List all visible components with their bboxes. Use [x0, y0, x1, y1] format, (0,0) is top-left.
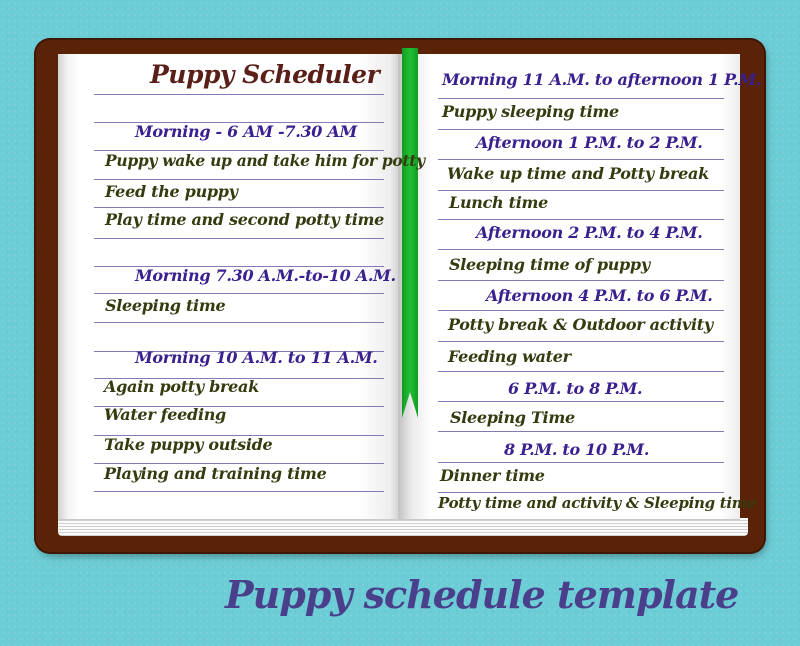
section-heading: Morning 10 A.M. to 11 A.M.: [135, 348, 378, 367]
section-heading: 6 P.M. to 8 P.M.: [508, 379, 643, 398]
section-heading: Morning - 6 AM -7.30 AM: [135, 122, 357, 141]
ruled-line: [94, 293, 384, 294]
schedule-item: Water feeding: [104, 405, 226, 424]
schedule-item: Take puppy outside: [104, 435, 273, 454]
schedule-item: Again potty break: [104, 377, 259, 396]
ruled-line: [438, 219, 724, 220]
ruled-line: [438, 341, 724, 342]
ruled-line: [438, 401, 724, 402]
schedule-item: Feed the puppy: [105, 182, 238, 201]
schedule-item: Playing and training time: [104, 464, 327, 483]
schedule-item: Potty time and activity & Sleeping time: [438, 494, 757, 512]
ruled-line: [438, 98, 724, 99]
ruled-line: [438, 280, 724, 281]
ruled-line: [438, 431, 724, 432]
page-title: Puppy Scheduler: [150, 60, 380, 89]
schedule-item: Puppy sleeping time: [442, 102, 619, 121]
section-heading: 8 P.M. to 10 P.M.: [504, 440, 650, 459]
ruled-line: [94, 238, 384, 239]
section-heading: Afternoon 2 P.M. to 4 P.M.: [476, 223, 703, 242]
ruled-line: [438, 129, 724, 130]
ruled-line: [438, 249, 724, 250]
schedule-item: Sleeping time of puppy: [449, 255, 650, 274]
section-heading: Afternoon 1 P.M. to 2 P.M.: [476, 133, 703, 152]
ruled-line: [438, 462, 724, 463]
schedule-item: Lunch time: [449, 193, 549, 212]
ruled-line: [94, 491, 384, 492]
section-heading: Afternoon 4 P.M. to 6 P.M.: [486, 286, 713, 305]
footer-title: Puppy schedule template: [225, 572, 739, 617]
schedule-item: Wake up time and Potty break: [447, 164, 709, 183]
section-heading: Morning 11 A.M. to afternoon 1 P.M.: [442, 70, 762, 89]
schedule-item: Puppy wake up and take him for potty: [105, 151, 425, 170]
section-heading: Morning 7.30 A.M.-to-10 A.M.: [135, 266, 396, 285]
ruled-line: [94, 94, 384, 95]
ruled-line: [94, 179, 384, 180]
schedule-item: Sleeping time: [105, 296, 226, 315]
page-stack-edge: [58, 518, 748, 536]
ruled-line: [438, 190, 724, 191]
ruled-line: [438, 310, 724, 311]
schedule-item: Feeding water: [448, 347, 571, 366]
ruled-line: [438, 371, 724, 372]
ruled-line: [438, 159, 724, 160]
schedule-item: Play time and second potty time: [105, 210, 385, 229]
ruled-line: [94, 207, 384, 208]
schedule-item: Dinner time: [440, 466, 545, 485]
ruled-line: [94, 322, 384, 323]
schedule-item: Potty break & Outdoor activity: [448, 315, 713, 334]
schedule-item: Sleeping Time: [450, 408, 575, 427]
bookmark-ribbon: [402, 48, 418, 418]
